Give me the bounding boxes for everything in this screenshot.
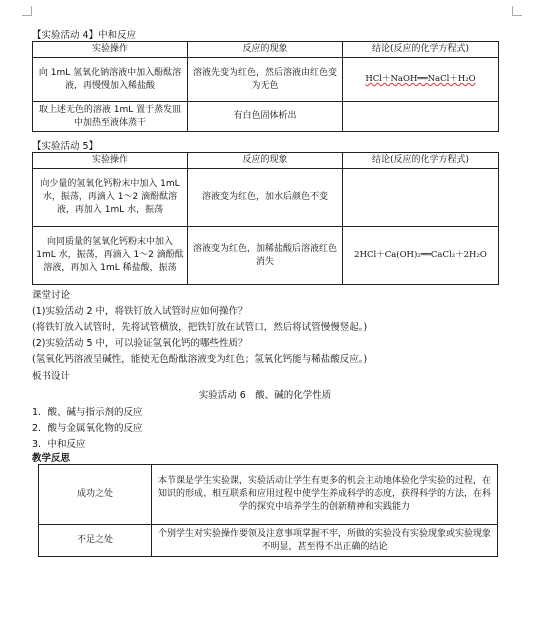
reflection-table bbox=[38, 464, 498, 557]
page-corner-mark bbox=[512, 6, 522, 16]
reflection-text: 本节课是学生实验课，实验活动让学生有更多的机会主动地体验化学实验的过程，在知识的形成、相互联系和应用过程中使学生养成科学的态度，获得科学的方法，在科学的探究中培养学生的创新精神和实践能力 bbox=[152, 465, 498, 525]
cell-operation: 向 1mL 氢氧化钠溶液中加入酚酞溶液，再慢慢加入稀盐酸 bbox=[33, 58, 188, 102]
table-row bbox=[39, 465, 498, 525]
board-item: 2．酸与金属氧化物的反应 bbox=[32, 423, 143, 434]
page-corner-mark bbox=[22, 6, 32, 16]
cell-phenomenon: 溶液变为红色，加稀盐酸后溶液红色消失 bbox=[188, 227, 343, 285]
board-center-title: 实验活动 6 酸、碱的化学性质 bbox=[198, 390, 332, 401]
activity4-heading: 【实验活动 4】中和反应 bbox=[32, 30, 137, 41]
cell-conclusion: 2HCl＋Ca(OH)₂══CaCl₂＋2H₂O bbox=[343, 227, 499, 285]
header-operation: 实验操作 bbox=[33, 42, 188, 58]
activity5-heading: 【实验活动 5】 bbox=[32, 141, 99, 152]
reflection-text: 个别学生对实验操作要领及注意事项掌握不牢，所做的实验没有实验现象或实验现象不明显，甚至得不出正确的结论 bbox=[152, 525, 498, 557]
cell-phenomenon: 有白色固体析出 bbox=[188, 102, 343, 132]
discussion-title: 课堂讨论 bbox=[32, 290, 71, 301]
board-title: 板书设计 bbox=[32, 371, 71, 382]
cell-conclusion bbox=[343, 169, 499, 227]
table-row bbox=[33, 102, 499, 132]
activity4-table bbox=[32, 41, 499, 132]
header-phenomenon: 反应的现象 bbox=[188, 153, 343, 169]
cell-conclusion bbox=[343, 58, 499, 102]
header-operation: 实验操作 bbox=[33, 153, 188, 169]
activity5-table bbox=[32, 152, 499, 285]
reflection-label: 不足之处 bbox=[39, 525, 152, 557]
cell-phenomenon: 溶液先变为红色，然后溶液由红色变为无色 bbox=[188, 58, 343, 102]
reflection-title: 教学反思 bbox=[32, 453, 71, 464]
cell-conclusion bbox=[343, 102, 499, 132]
header-phenomenon: 反应的现象 bbox=[188, 42, 343, 58]
table-row bbox=[33, 169, 499, 227]
table-header-row bbox=[33, 42, 499, 58]
table-header-row bbox=[33, 153, 499, 169]
equation-text: HCl＋NaOH══NaCl＋H₂O bbox=[365, 74, 476, 84]
board-item: 3．中和反应 bbox=[32, 439, 86, 450]
cell-operation: 向同质量的氢氧化钙粉末中加入 1mL 水，振荡，再滴入 1～2 滴酚酞溶液，再加入 1mL 稀盐酸，振荡 bbox=[33, 227, 188, 285]
table-row bbox=[33, 58, 499, 102]
cell-operation: 向少量的氢氧化钙粉末中加入 1mL 水，振荡，再滴入 1～2 滴酚酞溶液，再加入 1mL 水，振荡 bbox=[33, 169, 188, 227]
cell-operation: 取上述无色的溶液 1mL 置于蒸发皿中加热至液体蒸干 bbox=[33, 102, 188, 132]
board-item: 1．酸、碱与指示剂的反应 bbox=[32, 407, 143, 418]
cell-phenomenon: 溶液变为红色，加水后颜色不变 bbox=[188, 169, 343, 227]
header-conclusion: 结论(反应的化学方程式) bbox=[343, 42, 499, 58]
header-conclusion: 结论(反应的化学方程式) bbox=[343, 153, 499, 169]
discussion-answer-2: (氢氧化钙溶液呈碱性，能使无色酚酞溶液变为红色；氢氧化钙能与稀盐酸反应。) bbox=[32, 354, 368, 365]
discussion-answer-1: (将铁钉放入试管时，先将试管横放，把铁钉放在试管口，然后将试管慢慢竖起。) bbox=[32, 322, 368, 333]
discussion-question-1: (1)实验活动 2 中，将铁钉放入试管时应如何操作？ bbox=[32, 306, 248, 317]
reflection-label: 成功之处 bbox=[39, 465, 152, 525]
table-row bbox=[39, 525, 498, 557]
table-row bbox=[33, 227, 499, 285]
discussion-question-2: (2)实验活动 5 中，可以验证氢氧化钙的哪些性质？ bbox=[32, 338, 248, 349]
